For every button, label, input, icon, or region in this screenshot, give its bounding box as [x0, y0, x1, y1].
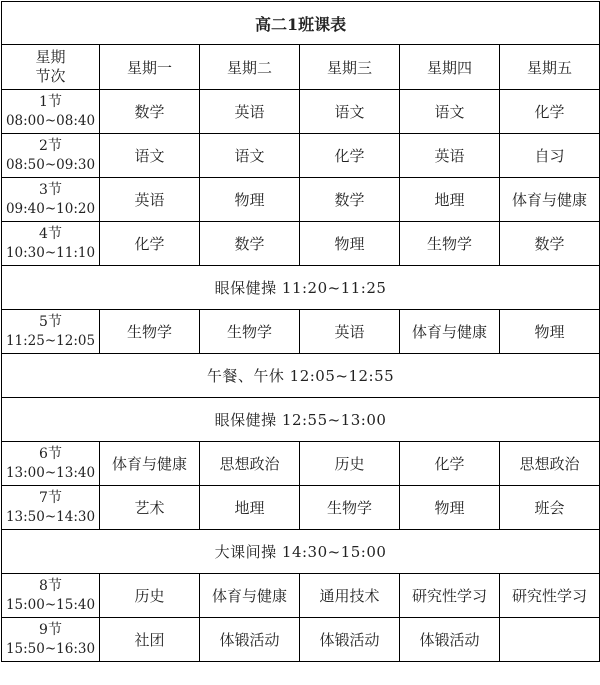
period-time: 13:50~14:30: [5, 508, 96, 525]
period-cell: [2, 442, 100, 486]
subject-cell: 生物学: [300, 486, 400, 530]
break-label: 午餐、午休 12:05~12:55: [2, 354, 600, 398]
class-row: [2, 222, 600, 266]
period-cell: [2, 310, 100, 354]
subject-cell: 艺术: [100, 486, 200, 530]
class-row: [2, 134, 600, 178]
title-row: [2, 2, 600, 45]
corner-period-label: 节次: [35, 67, 66, 85]
class-row: [2, 574, 600, 618]
subject-cell: 生物学: [200, 310, 300, 354]
subject-cell: 物理: [200, 178, 300, 222]
period-number: 4节: [39, 225, 62, 242]
class-row: [2, 90, 600, 134]
break-row: [2, 398, 600, 442]
class-row: [2, 486, 600, 530]
subject-cell: 化学: [400, 442, 500, 486]
subject-cell: 历史: [100, 574, 200, 618]
break-label: 眼保健操 12:55~13:00: [2, 398, 600, 442]
break-label: 眼保健操 11:20~11:25: [2, 266, 600, 310]
period-cell: [2, 618, 100, 662]
period-cell: [2, 178, 100, 222]
period-time: 13:00~13:40: [5, 464, 96, 481]
break-row: [2, 354, 600, 398]
subject-cell: 物理: [500, 310, 600, 354]
period-time: 15:50~16:30: [5, 640, 96, 657]
day-header: 星期三: [300, 45, 400, 90]
subject-cell: 语文: [300, 90, 400, 134]
class-row: [2, 178, 600, 222]
class-row: [2, 310, 600, 354]
subject-cell: 体育与健康: [500, 178, 600, 222]
subject-cell: 英语: [200, 90, 300, 134]
subject-cell: 生物学: [400, 222, 500, 266]
break-row: [2, 266, 600, 310]
class-row: [2, 442, 600, 486]
period-cell: [2, 222, 100, 266]
subject-cell: 班会: [500, 486, 600, 530]
period-number: 8节: [39, 577, 62, 594]
break-row: [2, 530, 600, 574]
day-header: 星期四: [400, 45, 500, 90]
timetable-body: [2, 2, 600, 662]
subject-cell: 地理: [400, 178, 500, 222]
subject-cell: 思想政治: [500, 442, 600, 486]
period-number: 7节: [39, 489, 62, 506]
subject-cell: 语文: [200, 134, 300, 178]
subject-cell: 英语: [400, 134, 500, 178]
subject-cell: 社团: [100, 618, 200, 662]
class-row: [2, 618, 600, 662]
subject-cell: 体育与健康: [200, 574, 300, 618]
subject-cell: 数学: [300, 178, 400, 222]
period-number: 3节: [39, 181, 62, 198]
period-number: 6节: [39, 445, 62, 462]
subject-cell: 体锻活动: [200, 618, 300, 662]
subject-cell: 地理: [200, 486, 300, 530]
subject-cell: [500, 618, 600, 662]
period-cell: [2, 574, 100, 618]
subject-cell: 数学: [500, 222, 600, 266]
subject-cell: 通用技术: [300, 574, 400, 618]
timetable-title: 高二1班课表: [2, 2, 600, 45]
period-cell: [2, 90, 100, 134]
period-cell: [2, 134, 100, 178]
subject-cell: 体锻活动: [300, 618, 400, 662]
subject-cell: 数学: [100, 90, 200, 134]
subject-cell: 语文: [100, 134, 200, 178]
subject-cell: 物理: [400, 486, 500, 530]
break-label: 大课间操 14:30~15:00: [2, 530, 600, 574]
subject-cell: 化学: [100, 222, 200, 266]
subject-cell: 数学: [200, 222, 300, 266]
corner-header: [2, 45, 100, 90]
period-time: 09:40~10:20: [5, 200, 96, 217]
subject-cell: 化学: [500, 90, 600, 134]
subject-cell: 生物学: [100, 310, 200, 354]
subject-cell: 化学: [300, 134, 400, 178]
subject-cell: 英语: [300, 310, 400, 354]
subject-cell: 体育与健康: [100, 442, 200, 486]
day-header: 星期二: [200, 45, 300, 90]
subject-cell: 体育与健康: [400, 310, 500, 354]
period-number: 2节: [39, 137, 62, 154]
period-number: 5节: [39, 313, 62, 330]
subject-cell: 物理: [300, 222, 400, 266]
day-header: 星期五: [500, 45, 600, 90]
period-time: 15:00~15:40: [5, 596, 96, 613]
subject-cell: 语文: [400, 90, 500, 134]
subject-cell: 研究性学习: [500, 574, 600, 618]
period-time: 08:00~08:40: [5, 112, 96, 129]
subject-cell: 体锻活动: [400, 618, 500, 662]
subject-cell: 自习: [500, 134, 600, 178]
subject-cell: 历史: [300, 442, 400, 486]
period-cell: [2, 486, 100, 530]
subject-cell: 思想政治: [200, 442, 300, 486]
period-time: 08:50~09:30: [5, 156, 96, 173]
period-number: 1节: [39, 93, 62, 110]
day-header: 星期一: [100, 45, 200, 90]
header-row: [2, 45, 600, 90]
period-time: 10:30~11:10: [5, 244, 96, 261]
timetable: [1, 1, 600, 662]
subject-cell: 研究性学习: [400, 574, 500, 618]
corner-day-label: 星期: [35, 48, 66, 66]
subject-cell: 英语: [100, 178, 200, 222]
period-time: 11:25~12:05: [5, 332, 96, 349]
period-number: 9节: [39, 621, 62, 638]
